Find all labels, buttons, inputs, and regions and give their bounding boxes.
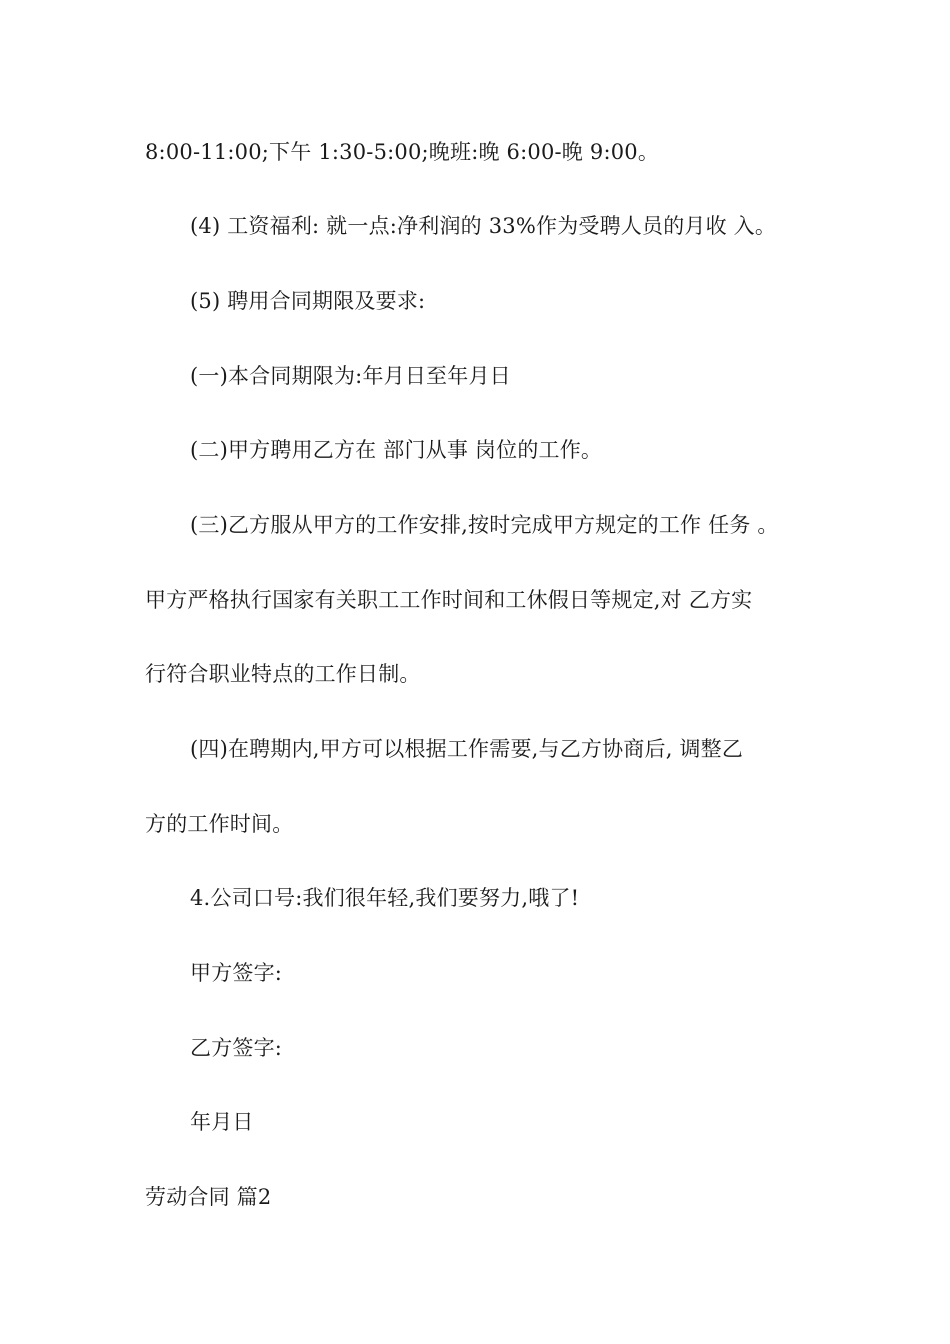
party-a-signature-label: 甲方签字: [190,961,283,985]
date-label: 年月日 [190,1110,254,1134]
clause-4-continued: 方的工作时间。 [145,812,294,836]
clause-4: (四)在聘期内,甲方可以根据工作需要,与乙方协商后, 调整乙 [190,737,744,761]
party-b-signature-label: 乙方签字: [190,1036,283,1060]
contract-term-heading: (5) 聘用合同期限及要求: [190,289,426,313]
schedule-line: 8:00-11:00;下午 1:30-5:00;晚班:晚 6:00-晚 9:00。 [145,140,660,164]
clause-1: (一)本合同期限为:年月日至年月日 [190,364,511,388]
salary-clause: (4) 工资福利: 就一点:净利润的 33%作为受聘人员的月收 入。 [190,214,777,238]
clause-3-continued-a: 甲方严格执行国家有关职工工作时间和工休假日等规定,对 乙方实 [145,588,753,612]
clause-3: (三)乙方服从甲方的工作安排,按时完成甲方规定的工作 任务 。 [190,513,779,537]
company-slogan: 4.公司口号:我们很年轻,我们要努力,哦了! [190,886,580,910]
clause-3-continued-b: 行符合职业特点的工作日制。 [145,662,421,686]
clause-2: (二)甲方聘用乙方在 部门从事 岗位的工作。 [190,438,603,462]
section-heading: 劳动合同 篇2 [145,1185,272,1209]
